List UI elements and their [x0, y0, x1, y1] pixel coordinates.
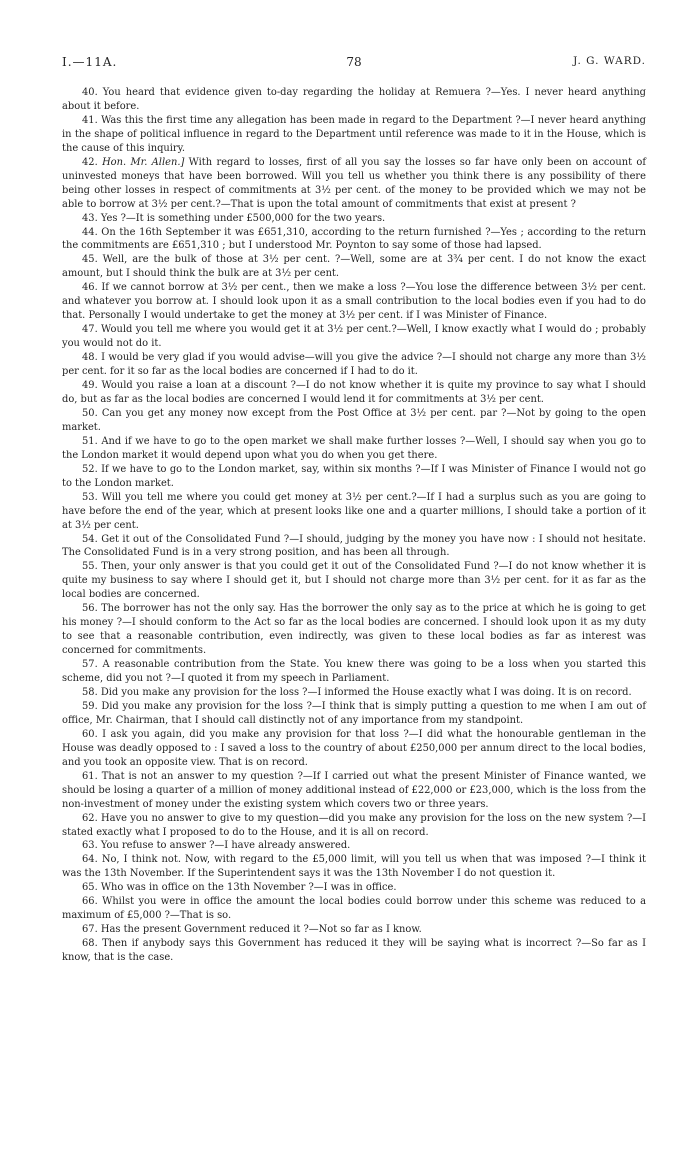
question-number: 50. [82, 407, 98, 419]
question-number: 60. [82, 728, 98, 740]
question-number: 62. [82, 812, 98, 824]
testimony-paragraph [62, 700, 646, 728]
question-number: 47. [82, 324, 98, 336]
question-number: 45. [82, 254, 98, 266]
testimony-paragraph [62, 770, 646, 812]
question-number: 42. [82, 156, 98, 168]
paragraph-text: If we cannot borrow at 3½ per cent., then we make a loss ?—You lose the difference between 3½ per cent. and whatever you borrow at. I should look upon it as a small contribution to the local bodies even if you had to do that. Personally I would undertake to get the money at 3½ per cent. if I was Minister of Finance. [62, 282, 647, 322]
paragraph-text: Will you tell me where you could get money at 3½ per cent.?—If I had a surplus such as you are going to have before the end of the year, which at present looks like one and a quarter millions, I should take a portion of it at 3½ per cent. [62, 491, 646, 531]
question-number: 46. [82, 282, 98, 294]
page-number: 78 [346, 55, 362, 69]
paragraph-text: No, I think not. Now, with regard to the £5,000 limit, will you tell us when that was imposed ?—I think it was the 13th November. If the Superintendent says it was the 13th November I do not question it. [62, 854, 646, 880]
question-number: 53. [82, 491, 98, 503]
parliamentary-paper-reference: I.—11A. [62, 55, 118, 69]
testimony-paragraph [62, 658, 646, 686]
question-number: 55. [82, 561, 98, 573]
testimony-paragraph [62, 881, 646, 895]
question-number: 41. [82, 114, 98, 126]
testimony-paragraph [62, 533, 646, 561]
testimony-paragraph [62, 895, 646, 923]
paragraph-text: Yes ?—It is something under £500,000 for the two years. [100, 212, 386, 224]
testimony-paragraph [62, 351, 646, 379]
testimony-paragraph [62, 86, 646, 114]
testimony-paragraph [62, 728, 646, 770]
testimony-paragraph [62, 937, 646, 965]
paragraph-text: Did you make any provision for the loss ?—I informed the House exactly what I was doing. It is on record. [100, 686, 632, 698]
question-number: 44. [82, 226, 98, 238]
question-number: 64. [82, 854, 98, 866]
testimony-paragraph [62, 853, 646, 881]
paragraph-text: A reasonable contribution from the State. You knew there was going to be a loss when you started this scheme, did you not ?—I quoted it from my speech in Parliament. [62, 659, 647, 685]
testimony-paragraph [62, 839, 646, 853]
paragraph-text: If we have to go to the London market, say, within six months ?—If I was Minister of Finance I would not go to the London market. [62, 463, 646, 489]
question-number: 66. [82, 896, 98, 908]
testimony-paragraph [62, 602, 646, 658]
testimony-paragraph [62, 812, 646, 840]
testimony-paragraph [62, 114, 646, 156]
testimony-paragraph [62, 253, 646, 281]
question-number: 56. [82, 603, 98, 615]
paragraph-text: Whilst you were in office the amount the local bodies could borrow under this scheme was reduced to a maximum of £5,000 ?—That is so. [62, 896, 647, 922]
paragraph-text: Who was in office on the 13th November ?—I was in office. [100, 882, 397, 894]
question-number: 58. [82, 686, 98, 698]
testimony-paragraph [62, 323, 646, 351]
paragraph-text: I would be very glad if you would advise—will you give the advice ?—I should not charge any more than 3½ per cent. for it so far as the local bodies are concerned if I had to do it. [62, 352, 647, 378]
question-number: 61. [82, 770, 98, 782]
testimony-paragraph [62, 463, 646, 491]
question-number: 51. [82, 435, 98, 447]
paragraph-text: The borrower has not the only say. Has the borrower the only say as to the price at which he is going to get his money ?—I should conform to the Act so far as the local bodies are concerned. I should look upon it as my duty to see that a reasonable contribution, even indirectly, was given to these local bodies as far as interest was concerned for commitments. [62, 603, 646, 657]
testimony-paragraph [62, 491, 646, 533]
paragraph-text: On the 16th September it was £651,310, according to the return furnished ?—Yes ; according to the return the commitments are £651,310 ; but I understood Mr. Poynton to say some of those had lapsed. [62, 226, 646, 252]
paragraph-text: Did you make any provision for the loss ?—I think that is simply putting a question to me when I am out of office, Mr. Chairman, that I should call distinctly not of any importance from my standpoint. [62, 700, 646, 726]
testimony-body [62, 86, 646, 965]
testimony-paragraph [62, 686, 646, 700]
question-number: 65. [82, 882, 98, 894]
paragraph-text: Was this the first time any allegation has been made in regard to the Department ?—I never heard anything in the shape of political influence in regard to the Department until reference was made to it in the House, which is the cause of this inquiry. [62, 114, 647, 154]
paragraph-text: You refuse to answer ?—I have already answered. [100, 840, 351, 852]
testimony-paragraph [62, 560, 646, 602]
question-number: 63. [82, 840, 98, 852]
paragraph-text: I ask you again, did you make any provision for that loss ?—I did what the honourable gentleman in the House was deadly opposed to : I saved a loss to the country of about £250,000 per annum direct to the local bodies, and you took an opposite view. That is on record. [62, 728, 647, 768]
paragraph-text: Can you get any money now except from the Post Office at 3½ per cent. par ?—Not by going to the open market. [62, 407, 646, 433]
paragraph-text: Then if anybody says this Government has reduced it they will be saying what is incorrect ?—So far as I know, that is the case. [62, 938, 646, 964]
testimony-paragraph [62, 407, 646, 435]
paragraph-text: You heard that evidence given to-day regarding the holiday at Remuera ?—Yes. I never heard anything about it before. [62, 87, 646, 112]
paragraph-text: Well, are the bulk of those at 3½ per cent. ?—Well, some are at 3¾ per cent. I do not know the exact amount, but I should think the bulk are at 3½ per cent. [62, 254, 647, 280]
question-number: 49. [82, 380, 98, 392]
question-number: 54. [82, 533, 98, 545]
question-number: 48. [82, 352, 98, 364]
question-number: 43. [82, 212, 98, 224]
question-number: 40. [82, 87, 98, 98]
page-header [62, 55, 646, 71]
testimony-paragraph [62, 281, 646, 323]
speaker: Hon. Mr. Allen.] [102, 156, 185, 168]
paragraph-text: With regard to losses, first of all you say the losses so far have only been on account of uninvested moneys that have been borrowed. Will you tell us whether you think there is any possibility of there being other losses in respect of commitments at 3½ per cent. of the money to be provided which we may not be able to borrow at 3½ per cent.?—That is upon the total amount of commitments that exist at present ? [62, 156, 646, 210]
question-number: 68. [82, 938, 98, 950]
testimony-paragraph [62, 923, 646, 937]
question-number: 67. [82, 924, 98, 936]
witness-name: J. G. WARD. [573, 55, 646, 67]
question-number: 59. [82, 700, 98, 712]
paragraph-text: Would you raise a loan at a discount ?—I do not know whether it is quite my province to say what I should do, but as far as the local bodies are concerned I would lend it for commitments at 3½ per cent. [62, 380, 646, 405]
paragraph-text: Has the present Government reduced it ?—Not so far as I know. [100, 924, 422, 936]
paragraph-text: That is not an answer to my question ?—If I carried out what the present Minister of Finance wanted, we should be losing a quarter of a million of money additional instead of £22,000 or £23,000, which is the loss from the non-investment of money under the existing system which covers two or three years. [62, 770, 647, 810]
paragraph-text: And if we have to go to the open market we shall make further losses ?—Well, I should say when you go to the London market it would depend upon what you do when you get there. [62, 435, 647, 461]
paragraph-text: Then, your only answer is that you could get it out of the Consolidated Fund ?—I do not know whether it is quite my business to say where I should get it, but I should not charge more than 3½ per cent. for it as far as the local bodies are concerned. [62, 561, 646, 601]
question-number: 57. [82, 659, 98, 671]
testimony-paragraph [62, 212, 646, 226]
paragraph-text: Get it out of the Consolidated Fund ?—I should, judging by the money you have now : I should not hesitate. The Consolidated Fund is in a very strong position, and has been all through. [62, 533, 646, 559]
paragraph-text: Have you no answer to give to my question—did you make any provision for the loss on the new system ?—I stated exactly what I proposed to do to the House, and it is all on record. [62, 812, 647, 838]
testimony-paragraph [62, 226, 646, 254]
testimony-paragraph [62, 156, 646, 212]
question-number: 52. [82, 463, 98, 475]
paragraph-text: Would you tell me where you would get it at 3½ per cent.?—Well, I know exactly what I would do ; probably you would not do it. [62, 324, 646, 350]
testimony-paragraph [62, 379, 646, 407]
testimony-paragraph [62, 435, 646, 463]
